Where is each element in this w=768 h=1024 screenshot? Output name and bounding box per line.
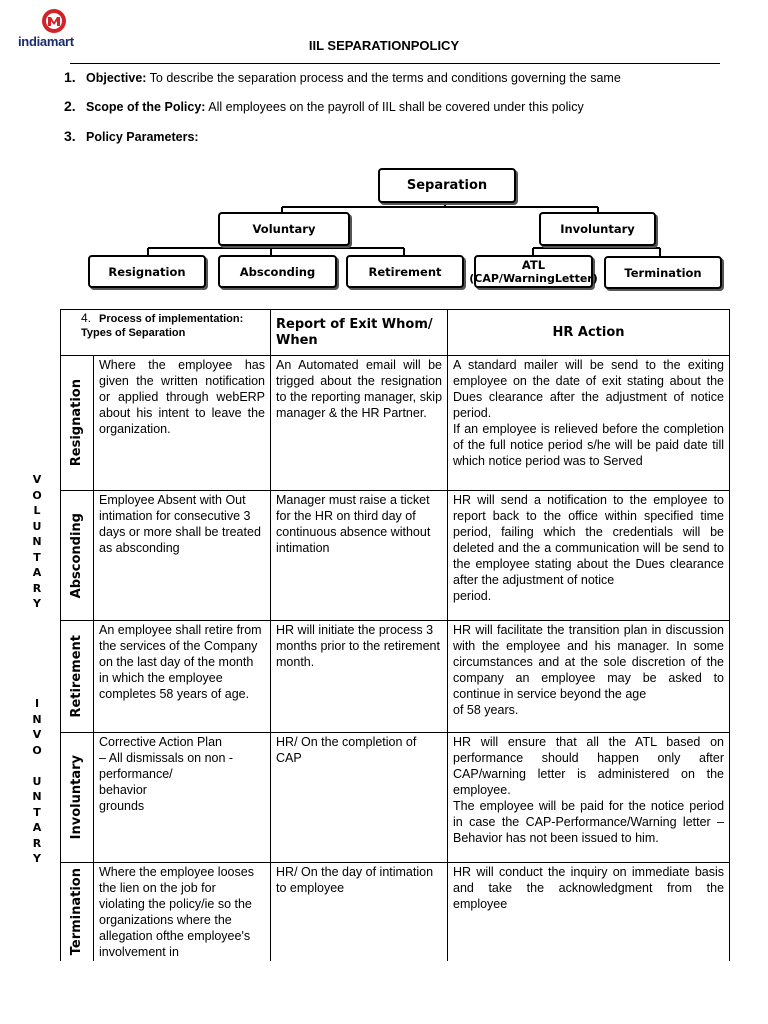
document-title: IIL SEPARATIONPOLICY: [308, 38, 460, 53]
section-number: 2.: [64, 98, 76, 114]
diagram-node-involuntary: Involuntary: [539, 212, 656, 246]
section-number: 1.: [64, 69, 76, 85]
atl-label: ATL: [521, 257, 546, 272]
row-type-termination: Termination: [69, 868, 84, 956]
table-header-row: [61, 310, 730, 356]
table-row: [61, 356, 730, 491]
header-number: 4.: [81, 311, 92, 325]
row-report: Manager must raise a ticket for the HR on third day of continuous absence without intimation: [271, 491, 448, 621]
row-desc: Where the employee looses the lien on the job for violating the policy/ie so the organizations where the allegation ofthe employee's involvement in: [94, 863, 271, 962]
row-report: HR will initiate the process 3 months prior to the retirement month.: [271, 621, 448, 733]
section-label: Objective:: [86, 71, 147, 85]
side-label-voluntary: V O L U N T A R Y: [32, 473, 42, 610]
row-desc: Corrective Action Plan – All dismissals on non -performance/ behavior grounds: [94, 733, 271, 863]
logo-text: indiamart: [18, 34, 74, 49]
row-desc: Where the employee has given the written notification or applied through webERP about his intent to leave the organization.: [94, 356, 271, 491]
row-type-resignation: Resignation: [69, 379, 84, 467]
row-desc: An employee shall retire from the services of the Company on the last day of the month in which the employee completes 58 years of age.: [94, 621, 271, 733]
diagram-node-voluntary: Voluntary: [218, 212, 350, 246]
row-hr-action: HR will conduct the inquiry on immediate basis and take the acknowledgment from the employee: [448, 863, 730, 962]
section-text: To describe the separation process and the terms and conditions governing the same: [146, 71, 621, 85]
table-row: [61, 491, 730, 621]
row-report: HR/ On the day of intimation to employee: [271, 863, 448, 962]
separation-process-table: [60, 309, 730, 961]
header-hr-action: HR Action: [448, 310, 730, 356]
row-hr-action: A standard mailer will be send to the exiting employee on the date of exit stating about the Dues clearance after the adjustment of notice period. If an employee is relieved before the completion of the full notice period s/he will be paid date till which notice period was to Served: [448, 356, 730, 491]
table-row: [61, 733, 730, 863]
row-type-retirement: Retirement: [69, 635, 84, 718]
diagram-node-termination: Termination: [604, 256, 722, 289]
diagram-node-retirement: Retirement: [346, 255, 464, 288]
section-number: 3.: [64, 128, 76, 144]
header-process-label: Process of implementation: Types of Separation: [81, 313, 244, 339]
row-hr-action: HR will facilitate the transition plan in discussion with the employee and his manager. In some circumstances and at the sole discretion of the company an employee may be asked to continue in service beyond the age of 58 years.: [448, 621, 730, 733]
header-report: Report of Exit Whom/ When: [271, 310, 448, 356]
table-row: [61, 621, 730, 733]
section-label: Policy Parameters:: [86, 130, 199, 144]
row-type-absconding: Absconding: [69, 512, 84, 599]
diagram-node-resignation: Resignation: [88, 255, 206, 288]
row-report: An Automated email will be trigged about the resignation to the reporting manager, skip manager & the HR Partner.: [271, 356, 448, 491]
section-text: All employees on the payroll of IIL shall be covered under this policy: [205, 100, 584, 114]
row-type-involuntary: Involuntary: [69, 755, 84, 840]
diagram-node-separation: Separation: [378, 168, 516, 203]
table-row: [61, 863, 730, 962]
diagram-node-atl: [469, 255, 598, 288]
row-report: HR/ On the completion of CAP: [271, 733, 448, 863]
atl-sublabel: (CAP/WarningLetter): [469, 271, 598, 285]
row-desc: Employee Absent with Out intimation for consecutive 3 days or more shall be treated as absconding: [94, 491, 271, 621]
header-process: [61, 310, 271, 356]
side-label-involuntary: I N V O U N T A R Y: [32, 697, 42, 865]
diagram-node-absconding: Absconding: [218, 255, 337, 288]
row-hr-action: HR will send a notification to the employee to report back to the office within specified time period, failing which the credentials will be deleted and the a communication will be send to the employee stating about the Dues clearance after the adjustment of notice period.: [448, 491, 730, 621]
row-hr-action: HR will ensure that all the ATL based on performance should happen only after CAP/warning letter is administered on the employee. The employee will be paid for the notice period in case the CAP-Performance/Warning letter – Behavior has not been issued to him.: [448, 733, 730, 863]
section-label: Scope of the Policy:: [86, 100, 206, 114]
